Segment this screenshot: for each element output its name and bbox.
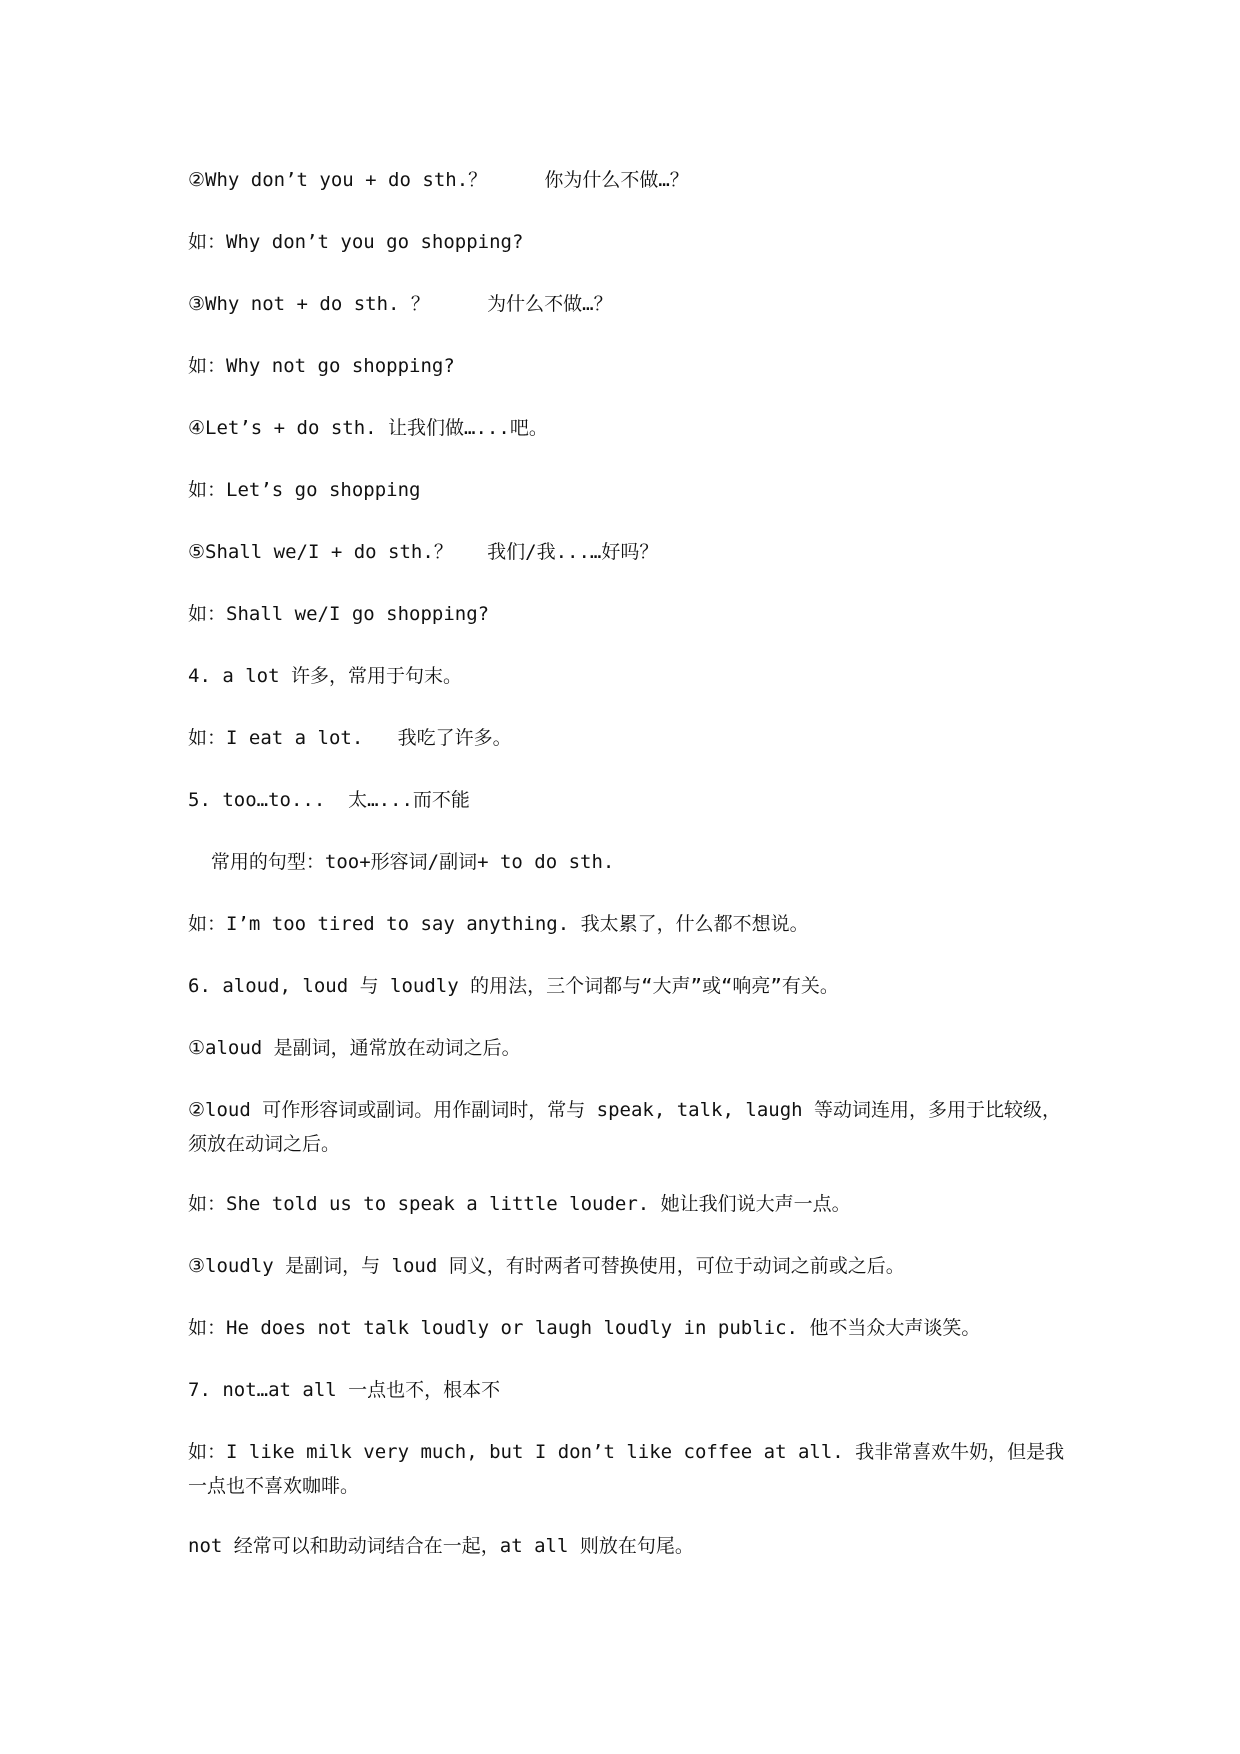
text-line: ③Why not + do sth. ？ 为什么不做…？ <box>188 293 613 315</box>
text-line: 如：He does not talk loudly or laugh loudly in public. 他不当众大声谈笑。 <box>188 1317 981 1339</box>
text-line: ⑤Shall we/I + do sth.？ 我们/我...…好吗？ <box>188 541 659 563</box>
text-line: 如：Shall we/I go shopping? <box>188 603 490 625</box>
text-line: 6. aloud, loud 与 loudly 的用法，三个词都与“大声”或“响亮”有关。 <box>188 975 839 997</box>
text-line: 7. not…at all 一点也不，根本不 <box>188 1379 501 1401</box>
text-line: 4. a lot 许多，常用于句末。 <box>188 665 462 687</box>
text-line: ④Let’s + do sth. 让我们做…...吧。 <box>188 417 548 439</box>
text-line: 如：I eat a lot. 我吃了许多。 <box>188 727 512 749</box>
text-line: 如：Let’s go shopping <box>188 479 421 501</box>
text-line: ②loud 可作形容词或副词。用作副词时，常与 speak, talk, laugh 等动词连用，多用于比较级，须放在动词之后。 <box>188 1099 1062 1155</box>
text-line: ③loudly 是副词，与 loud 同义，有时两者可替换使用，可位于动词之前或之后。 <box>188 1255 905 1277</box>
text-line: 如：I’m too tired to say anything. 我太累了，什么都不想说。 <box>188 913 809 935</box>
text-line: 如：I like milk very much, but I don’t like coffee at all. 我非常喜欢牛奶，但是我一点也不喜欢咖啡。 <box>188 1441 1065 1497</box>
text-line: 如：Why not go shopping? <box>188 355 455 377</box>
text-line: ①aloud 是副词，通常放在动词之后。 <box>188 1037 521 1059</box>
text-line: 常用的句型：too+形容词/副词+ to do sth. <box>188 851 615 873</box>
text-line: 5. too…to... 太…...而不能 <box>188 789 470 811</box>
text-line: ②Why don’t you + do sth.？ 你为什么不做…？ <box>188 169 689 191</box>
text-line: 如：Why don’t you go shopping? <box>188 231 524 253</box>
text-line: not 经常可以和助动词结合在一起，at all 则放在句尾。 <box>188 1535 694 1557</box>
text-line: 如：She told us to speak a little louder. 她让我们说大声一点。 <box>188 1193 851 1215</box>
